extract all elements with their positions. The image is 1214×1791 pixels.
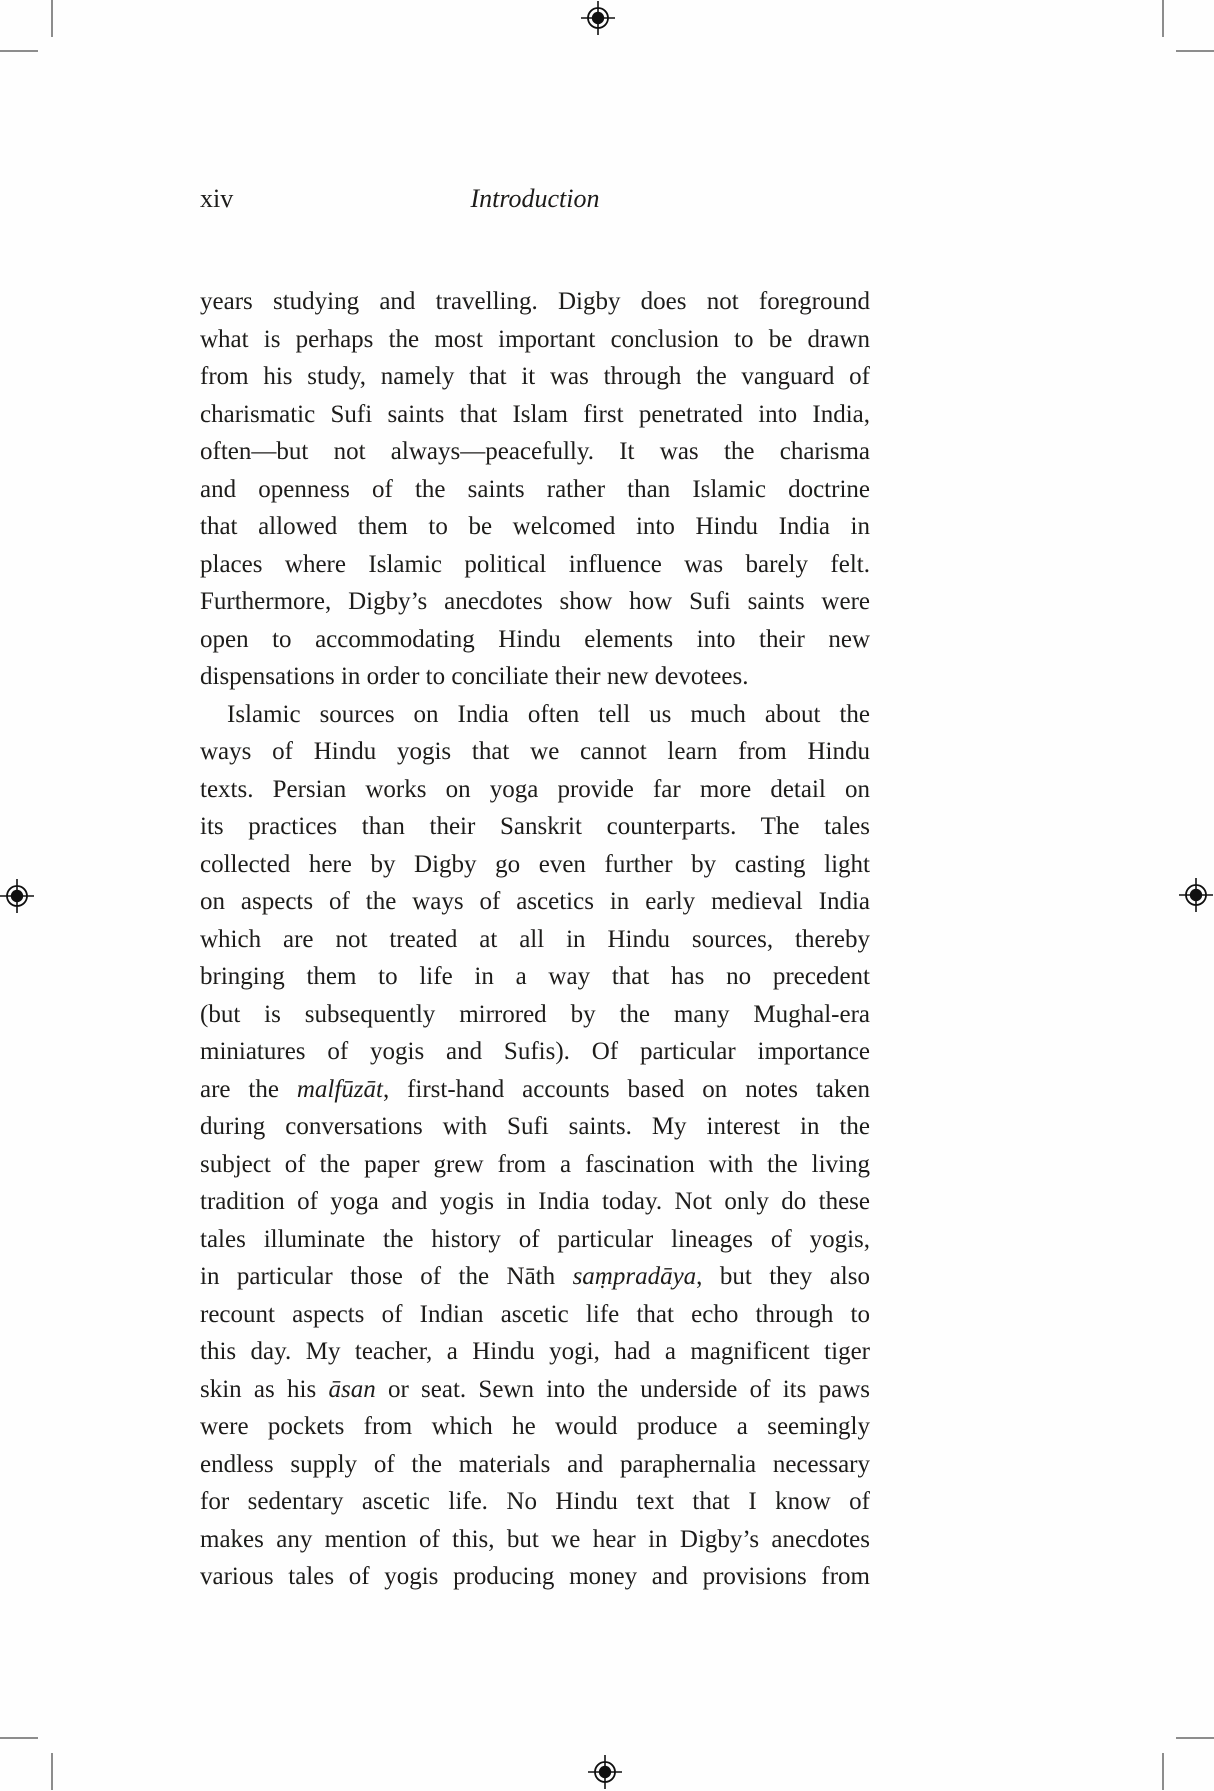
body-line: charismatic Sufi saints that Islam first penetrated into India, <box>200 400 870 428</box>
body-line: what is perhaps the most important conclusion to be drawn <box>200 325 870 353</box>
body-line: and openness of the saints rather than Islamic doctrine <box>200 475 870 503</box>
body-line: often—but not always—peacefully. It was the charisma <box>200 438 870 465</box>
body-line: years studying and travelling. Digby does not foreground <box>200 288 870 315</box>
crop-mark-bottom-left-vertical <box>51 1753 53 1790</box>
body-line: endless supply of the materials and paraphernalia necessary <box>200 1450 870 1478</box>
crop-mark-top-left-horizontal <box>0 50 38 52</box>
body-line: skin as his āsan or seat. Sewn into the underside of its paws <box>200 1375 870 1403</box>
crop-mark-top-right-horizontal <box>1176 50 1214 52</box>
registration-target-icon <box>587 1754 623 1790</box>
body-line: recount aspects of Indian ascetic life that echo through to <box>200 1300 870 1328</box>
crop-mark-bottom-right-horizontal <box>1176 1737 1214 1739</box>
body-line: Furthermore, Digby’s anecdotes show how Sufi saints were <box>200 588 870 615</box>
body-line: in particular those of the Nāth saṃpradāya, but they also <box>200 1263 870 1290</box>
crop-mark-bottom-right-vertical <box>1162 1753 1164 1790</box>
crop-mark-top-right-vertical <box>1162 0 1164 37</box>
body-line: that allowed them to be welcomed into Hindu India in <box>200 513 870 540</box>
body-line: on aspects of the ways of ascetics in early medieval India <box>200 888 870 915</box>
body-line: dispensations in order to conciliate their new devotees. <box>200 663 749 690</box>
body-line: open to accommodating Hindu elements into their new <box>200 625 870 653</box>
body-line: tales illuminate the history of particular lineages of yogis, <box>200 1225 870 1253</box>
body-line: places where Islamic political influence was barely felt. <box>200 550 870 578</box>
folio-page-number: xiv <box>200 184 234 213</box>
body-line: during conversations with Sufi saints. My interest in the <box>200 1113 870 1140</box>
body-line: were pockets from which he would produce a seemingly <box>200 1413 870 1440</box>
registration-target-icon <box>0 878 35 914</box>
body-line: which are not treated at all in Hindu sources, thereby <box>200 925 870 953</box>
body-line: Islamic sources on India often tell us much about the <box>227 700 870 728</box>
body-line: tradition of yoga and yogis in India today. Not only do these <box>200 1188 870 1215</box>
body-line: this day. My teacher, a Hindu yogi, had a magnificent tiger <box>200 1338 870 1365</box>
body-line: are the malfūzāt, first-hand accounts based on notes taken <box>200 1075 870 1103</box>
body-line: its practices than their Sanskrit counterparts. The tales <box>200 813 870 840</box>
body-line: texts. Persian works on yoga provide far more detail on <box>200 775 870 803</box>
body-line: subject of the paper grew from a fascination with the living <box>200 1150 870 1178</box>
body-text <box>200 283 870 1596</box>
body-line: various tales of yogis producing money and provisions from <box>200 1563 870 1590</box>
running-head-title: Introduction <box>470 184 600 213</box>
body-line: from his study, namely that it was through the vanguard of <box>200 363 870 390</box>
crop-mark-top-left-vertical <box>51 0 53 37</box>
body-line: collected here by Digby go even further by casting light <box>200 850 870 878</box>
registration-target-icon <box>1178 877 1214 913</box>
body-line: (but is subsequently mirrored by the many Mughal-era <box>200 1000 870 1028</box>
page-header <box>200 180 870 218</box>
registration-target-icon <box>580 0 616 36</box>
body-line: miniatures of yogis and Sufis). Of particular importance <box>200 1038 870 1065</box>
body-line: bringing them to life in a way that has no precedent <box>200 963 870 990</box>
body-line: makes any mention of this, but we hear in Digby’s anecdotes <box>200 1525 870 1553</box>
body-line: ways of Hindu yogis that we cannot learn from Hindu <box>200 738 870 765</box>
crop-mark-bottom-left-horizontal <box>0 1737 38 1739</box>
body-line: for sedentary ascetic life. No Hindu text that I know of <box>200 1488 870 1515</box>
